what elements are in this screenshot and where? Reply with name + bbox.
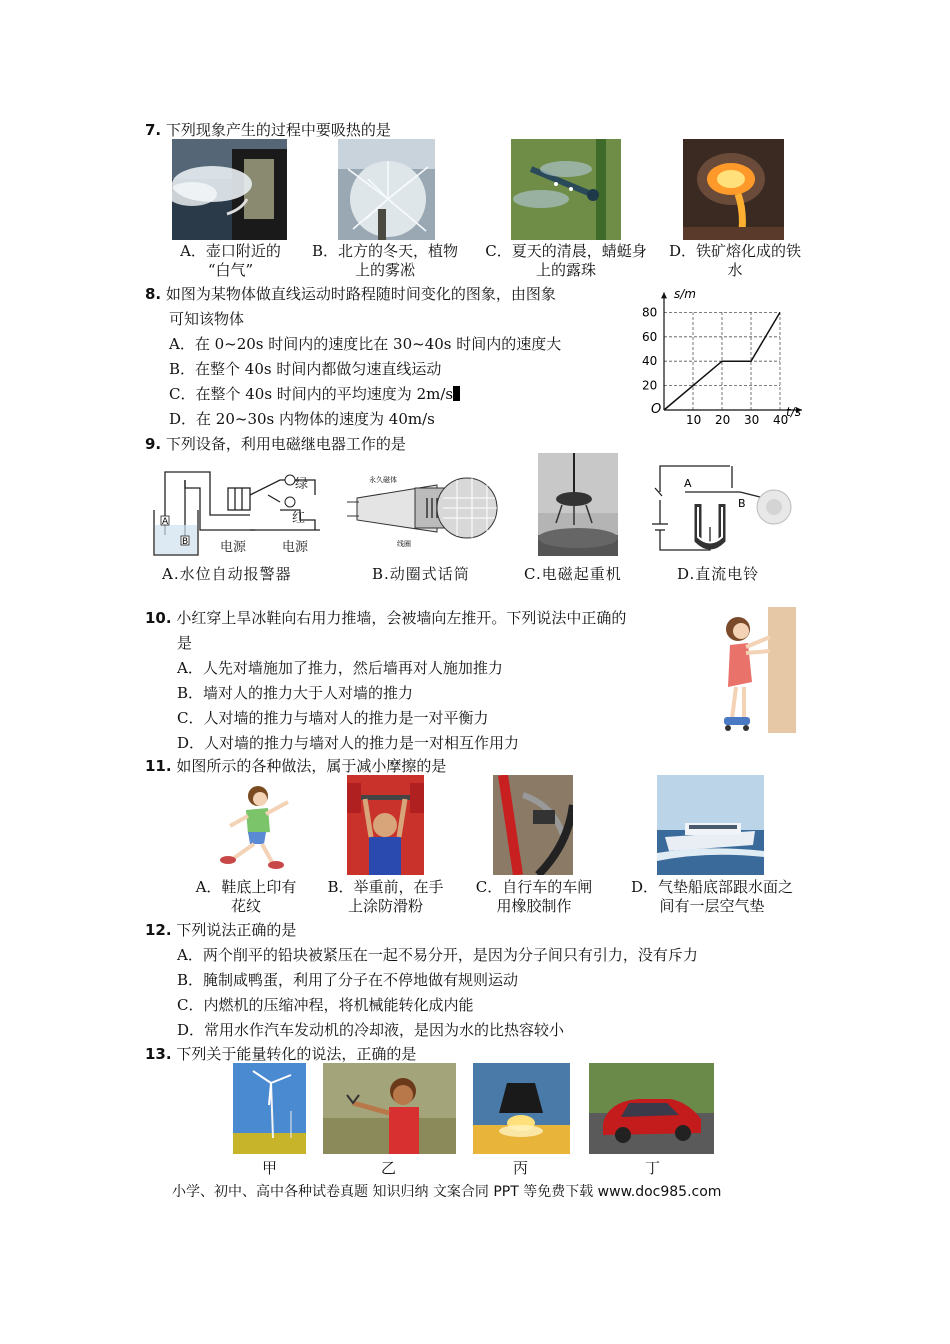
q13-photo-ding-car bbox=[589, 1063, 714, 1154]
q11-option-c-line1: C．自行车的车闸 bbox=[475, 878, 593, 896]
q13-caption-jia[interactable]: 甲 bbox=[262, 1159, 278, 1177]
q10-option-a[interactable]: A．人先对墙施加了推力，然后墙再对人施加推力 bbox=[177, 659, 503, 677]
diagram-d-label-a: A bbox=[684, 477, 692, 490]
y-tick-label-60: 60 bbox=[642, 329, 658, 344]
q7-number: 7. bbox=[145, 121, 162, 139]
text-cursor bbox=[453, 386, 460, 401]
q11-stem bbox=[145, 755, 446, 776]
q13-photo-bing-capsule bbox=[473, 1063, 570, 1154]
q7-option-d[interactable] bbox=[660, 242, 810, 280]
q9-stem bbox=[145, 433, 406, 454]
q11-option-a-line2: 花纹 bbox=[230, 897, 261, 915]
q9-diagram-d-electric-bell bbox=[650, 462, 795, 554]
q11-option-d[interactable] bbox=[617, 878, 807, 916]
x-tick-label-40: 40 bbox=[773, 413, 789, 425]
q11-photo-c-bike-brake bbox=[493, 775, 573, 875]
q7-option-a-line2: “白气” bbox=[207, 261, 254, 279]
q11-photo-d-hovercraft bbox=[657, 775, 764, 875]
diagram-a-label-b: B bbox=[182, 537, 189, 547]
q7-option-d-line2: 水 bbox=[727, 261, 743, 279]
q13-photo-jia-wind-turbine bbox=[233, 1063, 306, 1154]
q7-stem-text: 下列现象产生的过程中要吸热的是 bbox=[165, 121, 391, 139]
diagram-a-label-green: 绿 bbox=[295, 477, 309, 492]
q8-stem-line2: 可知该物体 bbox=[169, 310, 245, 328]
diagram-a-label-red: 红 bbox=[292, 511, 306, 526]
diagram-d-label-b: B bbox=[738, 497, 746, 510]
q13-caption-ding[interactable]: 丁 bbox=[645, 1159, 661, 1177]
q11-option-d-line1: D．气垫船底部跟水面之 bbox=[630, 878, 794, 896]
q7-photo-c-dragonfly-dew bbox=[511, 139, 621, 240]
q8-number: 8. bbox=[145, 285, 162, 303]
q7-photo-d-molten-iron bbox=[683, 139, 784, 240]
q13-caption-yi[interactable]: 乙 bbox=[381, 1159, 397, 1177]
q11-option-c[interactable] bbox=[465, 878, 603, 916]
q13-number: 13. bbox=[145, 1045, 172, 1063]
y-tick-label-20: 20 bbox=[642, 378, 658, 393]
q11-option-d-line2: 间有一层空气垫 bbox=[659, 897, 765, 915]
x-tick-label-20: 20 bbox=[715, 413, 731, 425]
q9-stem-text: 下列设备，利用电磁继电器工作的是 bbox=[165, 435, 406, 453]
q8-chart bbox=[640, 285, 810, 425]
q11-photo-b-weightlifter bbox=[347, 775, 424, 875]
q12-option-a[interactable]: A．两个削平的铅块被紧压在一起不易分开，是因为分子间只有引力，没有斥力 bbox=[177, 946, 698, 964]
q10-stem-line2: 是 bbox=[177, 634, 193, 652]
diagram-b-label-magnet: 永久磁体 bbox=[369, 476, 397, 484]
q8-option-b[interactable]: B．在整个 40s 时间内都做匀速直线运动 bbox=[169, 360, 442, 378]
q8-option-d[interactable]: D．在 20~30s 内物体的速度为 40m/s bbox=[169, 410, 435, 428]
q10-option-c[interactable]: C．人对墙的推力与墙对人的推力是一对平衡力 bbox=[177, 709, 489, 727]
q10-number: 10. bbox=[145, 609, 172, 627]
q11-illustration-a-runner bbox=[210, 782, 295, 870]
q10-illustration-girl-pushing-wall bbox=[718, 607, 796, 733]
q10-option-b[interactable]: B．墙对人的推力大于人对墙的推力 bbox=[177, 684, 414, 702]
q7-option-d-line1: D．铁矿熔化成的铁 bbox=[668, 242, 802, 260]
diagram-a-label-power1: 电源 bbox=[220, 540, 247, 555]
q7-option-b[interactable] bbox=[300, 242, 470, 280]
q12-option-b[interactable]: B．腌制咸鸭蛋，利用了分子在不停地做有规则运动 bbox=[177, 971, 519, 989]
q10-stem-text1: 小红穿上旱冰鞋向右用力推墙，会被墙向左推开。下列说法中正确的 bbox=[176, 609, 627, 627]
q8-option-c-text: C．在整个 40s 时间内的平均速度为 2m/s bbox=[169, 385, 454, 403]
chart-origin-label: O bbox=[651, 402, 662, 417]
q13-caption-bing[interactable]: 丙 bbox=[513, 1159, 529, 1177]
q12-option-d[interactable]: D．常用水作汽车发动机的冷却液，是因为水的比热容较小 bbox=[177, 1021, 565, 1039]
q9-diagram-b-microphone bbox=[347, 470, 507, 550]
q7-option-c[interactable] bbox=[476, 242, 656, 280]
y-axis-arrow bbox=[661, 292, 667, 298]
q11-option-b-line1: B．举重前，在手 bbox=[327, 878, 444, 896]
q8-stem-line1 bbox=[145, 283, 556, 304]
q7-option-a[interactable] bbox=[168, 242, 293, 280]
diagram-b-label-coil: 线圈 bbox=[397, 540, 411, 548]
q7-option-b-line2: 上的雾凇 bbox=[354, 261, 415, 279]
q9-caption-d[interactable]: D.直流电铃 bbox=[677, 565, 760, 583]
water-fill bbox=[155, 525, 197, 554]
q7-option-b-line1: B．北方的冬天，植物 bbox=[311, 242, 459, 260]
q13-stem-text: 下列关于能量转化的说法，正确的是 bbox=[176, 1045, 417, 1063]
q11-number: 11. bbox=[145, 757, 172, 775]
q8-option-c[interactable] bbox=[169, 383, 460, 404]
footer-text: 小学、初中、高中各种试卷真题 知识归纳 文案合同 PPT 等免费下载 www.doc985.com bbox=[172, 1184, 722, 1200]
x-tick-label-10: 10 bbox=[686, 413, 702, 425]
q7-option-a-line1: A．壶口附近的 bbox=[180, 242, 281, 260]
q9-caption-c[interactable]: C.电磁起重机 bbox=[524, 565, 622, 583]
q12-number: 12. bbox=[145, 921, 172, 939]
q9-diagram-a-water-alarm bbox=[150, 460, 325, 560]
q13-photo-yi-slingshot-boy bbox=[323, 1063, 456, 1154]
q13-stem bbox=[145, 1043, 416, 1064]
q11-stem-text: 如图所示的各种做法，属于减小摩擦的是 bbox=[176, 757, 447, 775]
q12-stem-text: 下列说法正确的是 bbox=[176, 921, 297, 939]
q11-option-c-line2: 用橡胶制作 bbox=[496, 897, 572, 915]
q7-option-c-line2: 上的露珠 bbox=[535, 261, 596, 279]
q7-photo-a-kettle-steam bbox=[172, 139, 287, 240]
q10-stem-line1 bbox=[145, 607, 626, 628]
q7-stem bbox=[145, 119, 391, 140]
q11-option-b-line2: 上涂防滑粉 bbox=[347, 897, 423, 915]
q8-stem-text1: 如图为某物体做直线运动时路程随时间变化的图象，由图象 bbox=[165, 285, 556, 303]
q11-option-a-line1: A．鞋底上印有 bbox=[195, 878, 297, 896]
diagram-a-label-a: A bbox=[162, 517, 169, 527]
q12-option-c[interactable]: C．内燃机的压缩冲程，将机械能转化成内能 bbox=[177, 996, 474, 1014]
q12-stem bbox=[145, 919, 296, 940]
q8-option-a[interactable]: A．在 0~20s 时间内的速度比在 30~40s 时间内的速度大 bbox=[169, 335, 562, 353]
chart-ylabel: s/m bbox=[674, 287, 696, 301]
q7-photo-b-rime bbox=[338, 139, 435, 240]
y-tick-label-40: 40 bbox=[642, 354, 658, 369]
q11-option-b[interactable] bbox=[318, 878, 453, 916]
diagram-a-label-power2: 电源 bbox=[282, 540, 309, 555]
chart-xlabel: t/s bbox=[786, 405, 801, 419]
y-tick-label-80: 80 bbox=[642, 305, 658, 320]
q11-option-a[interactable] bbox=[186, 878, 306, 916]
q9-photo-c-crane bbox=[538, 453, 618, 556]
q10-option-d[interactable]: D．人对墙的推力与墙对人的推力是一对相互作用力 bbox=[177, 734, 520, 752]
q9-number: 9. bbox=[145, 435, 162, 453]
x-tick-label-30: 30 bbox=[744, 413, 760, 425]
q9-caption-a[interactable]: A.水位自动报警器 bbox=[162, 565, 292, 583]
q9-caption-b[interactable]: B.动圈式话筒 bbox=[372, 565, 470, 583]
q7-option-c-line1: C．夏天的清晨，蜻蜓身 bbox=[485, 242, 647, 260]
